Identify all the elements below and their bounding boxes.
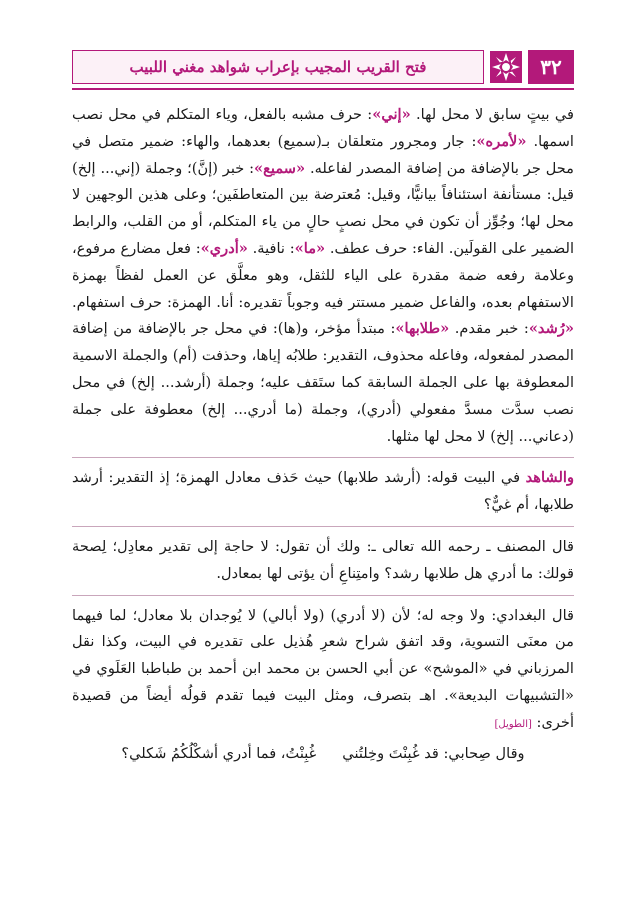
keyword: «سميع»: [254, 159, 306, 177]
header-rule: [72, 88, 574, 90]
paragraph-text: : نافية.: [247, 239, 295, 257]
baghdadi-paragraph: [72, 603, 574, 739]
paragraph-text: : جار ومجرور متعلقان بـ(سميع) بعدهما، والهاء: ضمير متصل في محل جر بالإضافة من إضافة المصدر لفاعله.: [72, 132, 574, 177]
shahid-label: والشاهد: [525, 469, 574, 487]
paragraph-text: في بيتٍ سابق لا محل لها.: [410, 106, 574, 123]
keyword: «طلابها»: [395, 320, 450, 338]
paragraph-text: : خبر (إنَّ)؛ وجملة (إني... إلخ) قيل: مستأنفة استئنافاً بيانيًّا، وقيل: مُعترضة بين المتعاطفَين؛ وعلى هذين الوجهين لا محل لها؛ وجُوِّز أن تكون في محل نصبٍ حالٍ من ياء المتكلم، أو من القلب، والرابط الضمير على القولَين. الفاء: حرف عطف.: [72, 159, 575, 257]
section-divider: [72, 526, 574, 527]
meter-tag: [الطويل]: [494, 718, 532, 730]
keyword: «أدري»: [200, 239, 248, 257]
paragraph-text: : خبر مقدم.: [449, 320, 529, 338]
baghdadi-text: قال البغدادي: ولا وجه له؛ لأن (لا أدري) (ولا أبالي) لا يُوجدان بلا معادل؛ لما فيهما من معنَى التسوية، وقد اتفق شراح شعرِ هُذيل على تقديره في البيت، وكذا نقل المرزباني في «الموشح» عن أبي الحسن بن محمد ابن أحمد بن طباطبا العَلَوي في «التشبيهات البديعة». اهـ بتصرف، ومثل البيت فيما تقدم قولُه أيضاً من قصيدة أخرى:: [72, 606, 574, 731]
page-body: [72, 102, 574, 767]
page-header: [72, 50, 574, 84]
ornament-icon: [490, 51, 522, 83]
commentary-paragraph: [72, 102, 574, 450]
page-number: ٣٢: [528, 50, 574, 84]
poem-verse: [72, 741, 574, 768]
paragraph-text: : حرف مشبه بالفعل، وياء المتكلم في محل نصب اسمها.: [72, 106, 574, 150]
shahid-paragraph: [72, 465, 574, 519]
keyword: «رُشد»: [528, 320, 574, 338]
shahid-text: في البيت قوله: (أرشد طلابها) حيث حَذف معادل الهمزة؛ إذ التقدير: أرشد طلابها، أم غيٌّ؟: [72, 469, 574, 514]
poem-hemistich-2: غُبِنْتُ، فما أدري أشكْلُكُمُ شَكلي؟: [121, 744, 317, 762]
keyword: «لأمره»: [476, 132, 527, 150]
paragraph-text: : فعل مضارع مرفوع، وعلامة رفعه ضمة مقدرة على الياء للثقل، وهو معلَّق عن العمل لفظاً بهمزة الاستفهام بعده، والفاعل ضمير مستتر فيه وجوباً تقديره: أنا. الهمزة: حرف استفهام.: [72, 239, 574, 311]
author-paragraph: قال المصنف ـ رحمه الله تعالى ـ: ولك أن تقول: لا حاجة إلى تقدير معادِل؛ لِصحة قولك: ما أدري هل طلابها رشد؟ وامتِناعِ أن يؤتى لها بمعادل.: [72, 537, 574, 582]
poem-hemistich-1: وقال صِحابي: قد غُبِنْتَ وخِلتُني: [342, 744, 525, 762]
paragraph-text: : مبتدأ مؤخر، و(ها): في محل جر بالإضافة من إضافة المصدر لمفعوله، وفاعله محذوف، التقدير: طلابُه إياها، وحذفت (أم) والجملة الاسمية المعطوفة بها على الجملة السابقة كما ستَقف عليه؛ وجملة (أرشد... إلخ) في محل نصب سدَّت مسدَّ مفعولي (أدري)، وجملة (ما أدري... إلخ) معطوفة على جملة (دعاني... إلخ) لا محل لها مثلها.: [72, 320, 574, 445]
running-title: فتح القريب المجيب بإعراب شواهد مغني اللبيب: [72, 50, 484, 84]
keyword: «إني»: [372, 106, 411, 123]
section-divider: [72, 595, 574, 596]
section-divider: [72, 457, 574, 458]
keyword: «ما»: [294, 239, 326, 257]
